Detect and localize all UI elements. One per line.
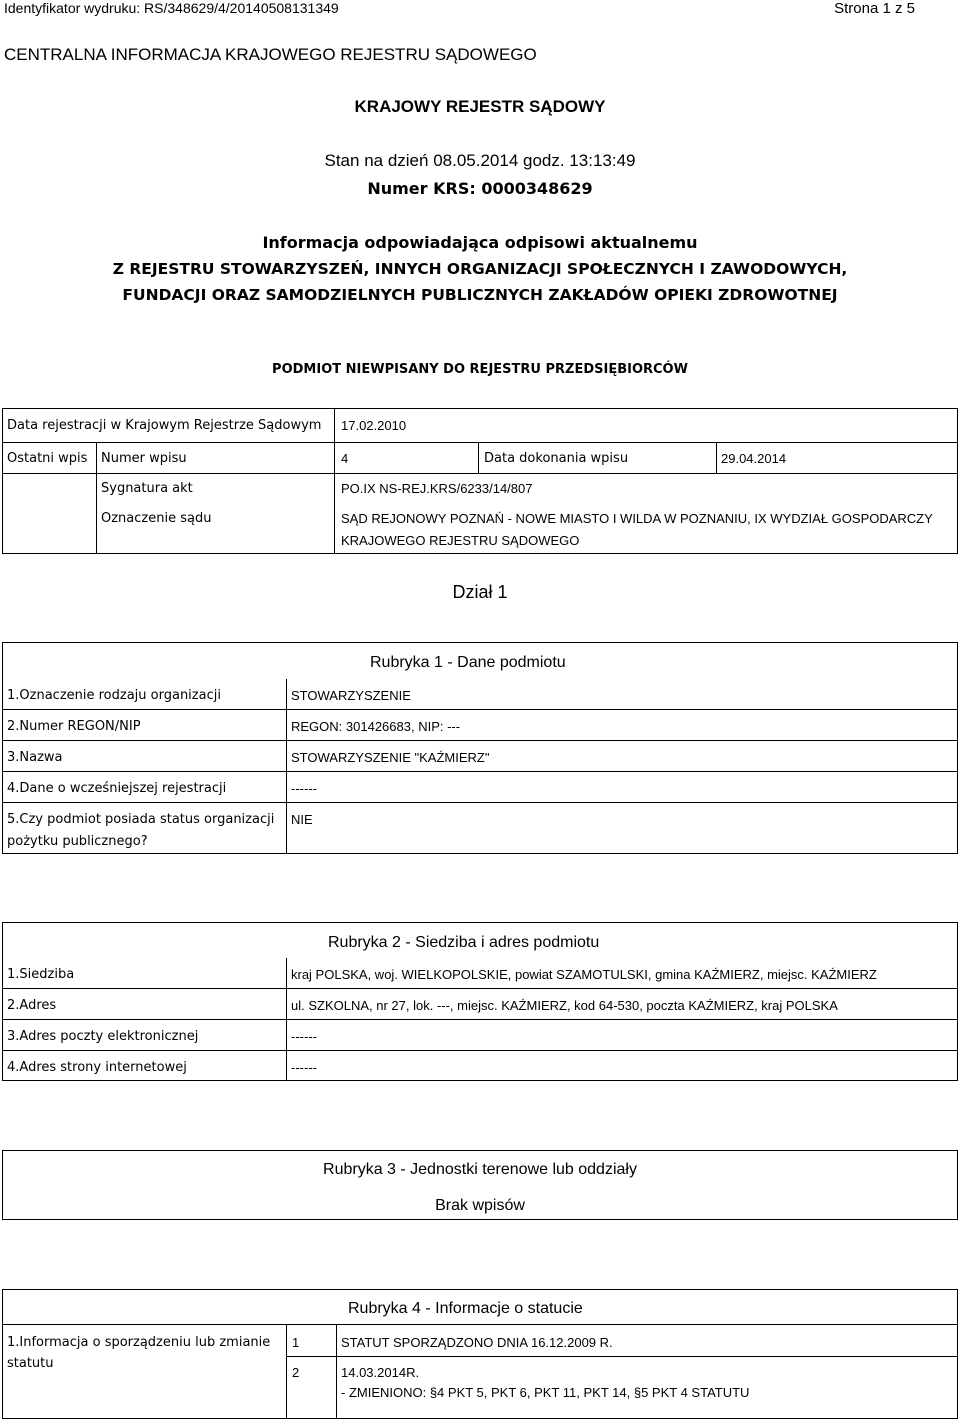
rubric-2-row-label: 1.Siedziba xyxy=(7,967,75,982)
rubric-1-row-label: pożytku publicznego? xyxy=(7,834,148,849)
reg-date-label: Data rejestracji w Krajowym Rejestrze Sądowym xyxy=(7,418,322,433)
rubric-4-label: statutu xyxy=(7,1356,54,1371)
court-value-line1: SĄD REJONOWY POZNAŃ - NOWE MIASTO I WILDA W POZNANIU, IX WYDZIAŁ GOSPODARCZY xyxy=(341,511,933,526)
statute-entry-text: 14.03.2014R. xyxy=(341,1365,420,1380)
rubric-2-title: Rubryka 2 - Siedziba i adres podmiotu xyxy=(328,934,600,951)
rubric-2-row-label: 4.Adres strony internetowej xyxy=(7,1060,187,1075)
rubric-3-title: Rubryka 3 - Jednostki terenowe lub oddziały xyxy=(323,1161,637,1178)
entry-date-value: 29.04.2014 xyxy=(721,451,787,466)
subject-status: PODMIOT NIEWPISANY DO REJESTRU PRZEDSIĘBIORCÓW xyxy=(272,362,688,377)
status-date: Stan na dzień 08.05.2014 godz. 13:13:49 xyxy=(324,151,636,170)
rubric-2-row-value: ------ xyxy=(291,1029,317,1044)
signature-label: Sygnatura akt xyxy=(101,481,193,496)
rubric-1-row-label: 5.Czy podmiot posiada status organizacji xyxy=(7,812,275,827)
signature-value: PO.IX NS-REJ.KRS/6233/14/807 xyxy=(341,481,533,496)
register-type-line2: FUNDACJI ORAZ SAMODZIELNYCH PUBLICZNYCH ZAKŁADÓW OPIEKI ZDROWOTNEJ xyxy=(122,286,838,304)
register-name: KRAJOWY REJESTR SĄDOWY xyxy=(354,97,606,116)
info-heading: Informacja odpowiadająca odpisowi aktualnemu xyxy=(262,233,698,252)
court-label: Oznaczenie sądu xyxy=(101,511,212,526)
rubric-2-row-value: kraj POLSKA, woj. WIELKOPOLSKIE, powiat SZAMOTULSKI, gmina KAŹMIERZ, miejsc. KAŹMIERZ xyxy=(291,967,877,982)
rubric-2-row-label: 2.Adres xyxy=(7,998,57,1013)
rubric-1-row-value: STOWARZYSZENIE xyxy=(291,688,411,703)
print-identifier: Identyfikator wydruku: RS/348629/4/20140508131349 xyxy=(4,0,339,16)
rubric-3-empty: Brak wpisów xyxy=(435,1197,525,1214)
rubric-2-row-label: 3.Adres poczty elektronicznej xyxy=(7,1029,199,1044)
last-entry-label: Ostatni wpis xyxy=(7,451,88,466)
page-number: Strona 1 z 5 xyxy=(834,0,915,17)
reg-date-value: 17.02.2010 xyxy=(341,418,407,433)
rubric-4-label: 1.Informacja o sporządzeniu lub zmianie xyxy=(7,1335,271,1350)
rubric-1-row-label: 4.Dane o wcześniejszej rejestracji xyxy=(7,781,227,796)
institution-name: CENTRALNA INFORMACJA KRAJOWEGO REJESTRU SĄDOWEGO xyxy=(4,45,537,64)
rubric-1-row-value: NIE xyxy=(291,812,313,827)
rubric-1-title: Rubryka 1 - Dane podmiotu xyxy=(370,654,566,671)
rubric-1-row-value: REGON: 301426683, NIP: --- xyxy=(291,719,461,734)
rubric-1-row-value: STOWARZYSZENIE "KAŹMIERZ" xyxy=(291,750,490,765)
statute-entry-detail: - ZMIENIONO: §4 PKT 5, PKT 6, PKT 11, PKT 14, §5 PKT 4 STATUTU xyxy=(341,1385,750,1400)
statute-entry-number: 1 xyxy=(292,1335,300,1350)
rubric-1-row-label: 1.Oznaczenie rodzaju organizacji xyxy=(7,688,221,703)
court-value-line2: KRAJOWEGO REJESTRU SĄDOWEGO xyxy=(341,533,580,548)
entry-date-label: Data dokonania wpisu xyxy=(484,451,629,466)
statute-entry-number: 2 xyxy=(292,1365,300,1380)
krs-number: Numer KRS: 0000348629 xyxy=(367,179,593,198)
rubric-2-row-value: ------ xyxy=(291,1060,317,1075)
rubric-1-row-value: ------ xyxy=(291,781,317,796)
entry-number-label: Numer wpisu xyxy=(101,451,187,466)
register-type-line1: Z REJESTRU STOWARZYSZEŃ, INNYCH ORGANIZACJI SPOŁECZNYCH I ZAWODOWYCH, xyxy=(112,260,848,278)
section-title: Dział 1 xyxy=(452,582,508,602)
statute-entry-text: STATUT SPORZĄDZONO DNIA 16.12.2009 R. xyxy=(341,1335,613,1350)
rubric-2-row-value: ul. SZKOLNA, nr 27, lok. ---, miejsc. KAŹMIERZ, kod 64-530, poczta KAŹMIERZ, kraj POLSKA xyxy=(291,998,838,1013)
entry-number-value: 4 xyxy=(341,451,349,466)
rubric-4-title: Rubryka 4 - Informacje o statucie xyxy=(348,1300,583,1317)
rubric-1-row-label: 2.Numer REGON/NIP xyxy=(7,719,141,734)
rubric-1-row-label: 3.Nazwa xyxy=(7,750,63,765)
